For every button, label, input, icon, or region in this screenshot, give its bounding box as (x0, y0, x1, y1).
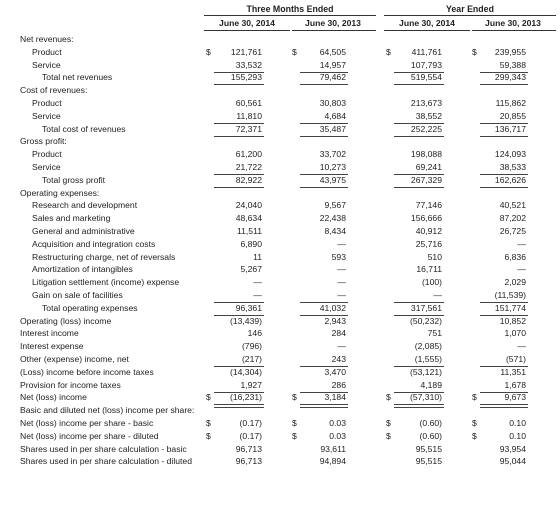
value-cell: — (433, 290, 442, 300)
row-label: General and administrative (32, 226, 135, 236)
row-label: Net (loss) income (20, 392, 87, 403)
value-cell: 33,532 (235, 59, 262, 70)
table-row (0, 405, 560, 416)
table-row (0, 316, 560, 327)
column-header: June 30, 2013 (305, 18, 361, 28)
value-cell: 4,189 (420, 379, 442, 390)
value-cell: (0.17) (239, 418, 262, 428)
header-rule (204, 30, 290, 31)
table-row (0, 124, 560, 135)
row-label: Shares used in per share calculation - basic (20, 443, 187, 454)
table-row (0, 34, 560, 45)
row-label: Interest income (20, 328, 79, 339)
value-cell: 519,554 (410, 72, 442, 83)
value-cell: 146 (247, 328, 262, 339)
value-cell: — (337, 341, 346, 352)
value-cell: 35,487 (319, 123, 346, 134)
value-cell: 60,561 (235, 98, 262, 108)
value-cell: 1,927 (240, 379, 262, 390)
value-cell: 4,684 (324, 110, 346, 121)
currency-symbol: $ (472, 46, 477, 57)
column-header: June 30, 2014 (219, 18, 275, 28)
currency-symbol: $ (472, 418, 477, 428)
value-cell: 10,273 (319, 162, 346, 172)
row-label: Acquisition and integration costs (32, 238, 156, 249)
value-cell: 2,029 (504, 277, 526, 288)
currency-symbol: $ (386, 418, 391, 428)
value-cell: 0.03 (329, 418, 346, 428)
row-label: Gross profit: (20, 136, 67, 147)
table-row (0, 354, 560, 365)
value-cell: 0.03 (329, 430, 346, 441)
value-cell: (217) (241, 354, 262, 364)
value-cell: 11,511 (236, 226, 262, 236)
currency-symbol: $ (386, 392, 391, 403)
value-cell: (0.17) (239, 430, 262, 441)
value-cell: (1,555) (414, 354, 442, 364)
currency-symbol: $ (386, 430, 391, 441)
value-cell: 11,810 (236, 110, 262, 121)
row-label: Net revenues: (20, 34, 74, 44)
value-cell: 25,716 (415, 238, 442, 249)
value-cell: 79,462 (319, 72, 346, 83)
row-label: Service (32, 162, 61, 172)
value-cell: 3,470 (324, 366, 346, 377)
row-label: Service (32, 110, 61, 121)
currency-symbol: $ (206, 46, 211, 57)
value-cell: (13,439) (229, 315, 262, 326)
value-cell: 10,852 (499, 315, 526, 326)
value-cell: 8,434 (324, 226, 346, 236)
value-cell: 96,713 (235, 456, 262, 467)
table-row (0, 85, 560, 96)
table-row (0, 111, 560, 122)
value-cell: 95,515 (415, 456, 442, 467)
currency-symbol: $ (206, 392, 211, 403)
value-cell: 21,722 (235, 162, 262, 172)
table-row (0, 392, 560, 403)
value-cell: 77,146 (415, 200, 442, 211)
value-cell: 41,032 (319, 302, 346, 313)
row-label: Total gross profit (42, 174, 106, 185)
value-cell: 510 (427, 251, 442, 262)
value-cell: 94,894 (319, 456, 346, 467)
value-cell: 9,567 (324, 200, 346, 211)
value-cell: 3,184 (324, 392, 346, 403)
currency-symbol: $ (386, 46, 391, 57)
table-row (0, 341, 560, 352)
value-cell: — (337, 238, 346, 249)
column-header: June 30, 2014 (399, 18, 455, 28)
value-cell: 26,725 (499, 226, 526, 236)
row-label: Restructuring charge, net of reversals (32, 251, 176, 262)
value-cell: (11,539) (494, 290, 526, 300)
value-cell: (0.60) (419, 418, 442, 428)
value-cell: 2,943 (324, 315, 346, 326)
value-cell: 33,702 (319, 149, 346, 160)
value-cell: (2,085) (414, 341, 442, 352)
value-cell: 284 (331, 328, 346, 339)
value-cell: 40,521 (499, 200, 526, 211)
value-cell: (796) (241, 341, 262, 352)
value-cell: (50,232) (409, 315, 442, 326)
row-label: Product (32, 98, 62, 108)
value-cell: 24,040 (235, 200, 262, 211)
currency-symbol: $ (206, 418, 211, 428)
value-cell: 22,438 (319, 213, 346, 224)
row-label: Total cost of revenues (42, 123, 126, 134)
header-rule (384, 15, 556, 16)
value-cell: 243 (331, 354, 346, 364)
table-row (0, 367, 560, 378)
table-row (0, 47, 560, 58)
value-cell: 151,774 (494, 302, 526, 313)
value-cell: — (337, 264, 346, 275)
table-row (0, 418, 560, 429)
table-row (0, 239, 560, 250)
row-label: Operating (loss) income (20, 315, 112, 326)
row-label: Service (32, 59, 61, 70)
table-row (0, 162, 560, 173)
value-cell: 64,505 (319, 46, 346, 57)
value-cell: 93,611 (320, 443, 346, 454)
table-row (0, 72, 560, 83)
value-cell: 16,711 (416, 264, 442, 275)
value-cell: 40,912 (415, 226, 442, 236)
table-row (0, 456, 560, 467)
value-cell: 30,803 (319, 98, 346, 108)
currency-symbol: $ (292, 392, 297, 403)
row-label: Basic and diluted net (loss) income per share: (20, 405, 195, 416)
value-cell: 115,862 (495, 98, 526, 108)
value-cell: (57,310) (409, 392, 442, 403)
value-cell: 162,626 (494, 174, 526, 185)
value-cell: 155,293 (230, 72, 262, 83)
table-row (0, 136, 560, 147)
value-cell: — (517, 341, 526, 352)
row-label: Total operating expenses (42, 302, 138, 313)
row-label: Gain on sale of facilities (32, 290, 123, 300)
table-row (0, 188, 560, 199)
row-label: Provision for income taxes (20, 379, 121, 390)
row-label: Total net revenues (42, 72, 113, 83)
value-cell: 317,561 (410, 302, 442, 313)
value-cell: 124,093 (494, 149, 526, 160)
value-cell: 11 (253, 251, 262, 262)
currency-symbol: $ (292, 418, 297, 428)
table-row (0, 380, 560, 391)
table-row (0, 175, 560, 186)
value-cell: 59,388 (499, 59, 526, 70)
value-cell: — (337, 277, 346, 288)
table-row (0, 149, 560, 160)
value-cell: 198,088 (410, 149, 442, 160)
value-cell: 38,552 (415, 110, 442, 121)
value-cell: 6,890 (240, 238, 262, 249)
value-cell: 5,267 (240, 264, 262, 275)
table-row (0, 60, 560, 71)
value-cell: (100) (421, 277, 442, 288)
header-rule (384, 30, 470, 31)
currency-symbol: $ (206, 430, 211, 441)
value-cell: 252,225 (410, 123, 442, 134)
header-three-months: Three Months Ended (246, 4, 334, 14)
value-cell: 69,241 (415, 162, 442, 172)
value-cell: 1,070 (504, 328, 526, 339)
value-cell: 593 (331, 251, 346, 262)
table-row (0, 252, 560, 263)
row-label: Research and development (32, 200, 138, 211)
value-cell: 299,343 (494, 72, 526, 83)
value-cell: (571) (505, 354, 526, 364)
row-label: Operating expenses: (20, 187, 100, 198)
currency-symbol: $ (292, 46, 297, 57)
table-row (0, 98, 560, 109)
row-label: Product (32, 46, 62, 57)
header-rule (292, 30, 376, 31)
value-cell: 96,361 (235, 302, 262, 313)
value-cell: 95,044 (499, 456, 526, 467)
value-cell: 121,761 (230, 46, 262, 57)
table-row (0, 431, 560, 442)
value-cell: — (253, 277, 262, 288)
value-cell: — (253, 290, 262, 300)
row-label: Interest expense (20, 341, 84, 352)
table-row (0, 264, 560, 275)
value-cell: (14,304) (229, 366, 262, 377)
table-row (0, 303, 560, 314)
currency-symbol: $ (472, 430, 477, 441)
value-cell: 6,836 (504, 251, 526, 262)
table-row (0, 226, 560, 237)
value-cell: 0.10 (509, 418, 526, 428)
table-row (0, 328, 560, 339)
value-cell: 751 (427, 328, 442, 339)
header-year-ended: Year Ended (446, 4, 494, 14)
value-cell: (16,231) (229, 392, 262, 403)
value-cell: 82,922 (235, 174, 262, 185)
value-cell: 0.10 (509, 430, 526, 441)
row-label: Cost of revenues: (20, 85, 88, 96)
value-cell: 156,666 (410, 213, 442, 224)
value-cell: — (517, 238, 526, 249)
column-header: June 30, 2013 (485, 18, 541, 28)
value-cell: 93,954 (499, 443, 526, 454)
table-row (0, 290, 560, 301)
value-cell: 136,717 (494, 123, 526, 134)
value-cell: 96,713 (235, 443, 262, 454)
value-cell: 87,202 (499, 213, 526, 224)
currency-symbol: $ (472, 392, 477, 403)
row-label: Product (32, 149, 62, 160)
value-cell: — (517, 264, 526, 275)
value-cell: 20,855 (499, 110, 526, 121)
value-cell: 1,678 (504, 379, 526, 390)
value-cell: 267,329 (410, 174, 442, 185)
row-label: Net (loss) income per share - basic (20, 418, 154, 428)
value-cell: 95,515 (415, 443, 442, 454)
value-cell: 239,955 (494, 46, 526, 57)
value-cell: 14,957 (319, 59, 346, 70)
row-label: Net (loss) income per share - diluted (20, 430, 159, 441)
row-label: Amortization of intangibles (32, 264, 133, 275)
table-row (0, 200, 560, 211)
header-rule (204, 15, 376, 16)
row-label: Shares used in per share calculation - diluted (20, 456, 192, 467)
value-cell: (53,121) (409, 366, 442, 377)
value-cell: — (337, 290, 346, 300)
value-cell: 107,793 (410, 59, 442, 70)
currency-symbol: $ (292, 430, 297, 441)
value-cell: 411,761 (411, 46, 442, 57)
row-label: Litigation settlement (income) expense (32, 277, 180, 288)
row-label: Other (expense) income, net (20, 354, 129, 364)
value-cell: 11,351 (500, 366, 526, 377)
value-cell: 61,200 (235, 149, 262, 160)
value-cell: 286 (331, 379, 346, 390)
value-cell: 213,673 (410, 98, 442, 108)
table-row (0, 213, 560, 224)
value-cell: 38,533 (499, 162, 526, 172)
value-cell: 72,371 (235, 123, 262, 134)
value-cell: 43,975 (319, 174, 346, 185)
header-rule (472, 30, 556, 31)
row-label: Sales and marketing (32, 213, 111, 224)
table-row (0, 444, 560, 455)
value-cell: 48,634 (235, 213, 262, 224)
row-label: (Loss) income before income taxes (20, 366, 154, 377)
value-cell: (0.60) (419, 430, 442, 441)
value-cell: 9,673 (504, 392, 526, 403)
table-row (0, 277, 560, 288)
